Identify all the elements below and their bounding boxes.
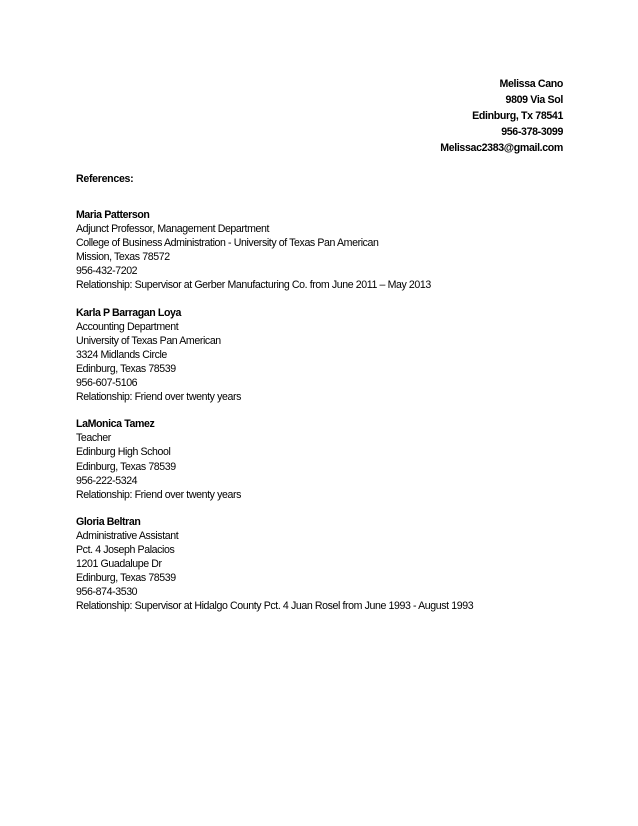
- reference-phone: 956-607-5106: [76, 377, 138, 390]
- reference-name: LaMonica Tamez: [76, 418, 155, 431]
- reference-phone: 956-222-5324: [76, 474, 138, 487]
- reference-city: Edinburg, Texas 78539: [76, 460, 176, 473]
- reference-name: Karla P Barragan Loya: [76, 306, 182, 319]
- references-list: [76, 208, 596, 626]
- reference-entry: [76, 306, 596, 405]
- references-heading: References:: [76, 173, 134, 185]
- contact-header: [440, 76, 563, 156]
- contact-address: 9809 Via Sol: [505, 94, 563, 106]
- contact-email: Melissac2383@gmail.com: [440, 142, 563, 154]
- reference-title: Adjunct Professor, Management Department: [76, 223, 270, 236]
- reference-relationship: Relationship: Friend over twenty years: [76, 488, 241, 501]
- reference-organization: Edinburg High School: [76, 446, 171, 459]
- contact-name: Melissa Cano: [499, 78, 563, 90]
- reference-relationship: Relationship: Supervisor at Hidalgo County Pct. 4 Juan Rosel from June 1993 - August 1993: [76, 600, 474, 613]
- reference-entry: [76, 515, 596, 614]
- reference-title: Administrative Assistant: [76, 529, 179, 542]
- contact-phone: 956-378-3099: [501, 126, 563, 138]
- reference-city: Mission, Texas 78572: [76, 251, 170, 264]
- contact-city: Edinburg, Tx 78541: [472, 110, 563, 122]
- reference-title: Teacher: [76, 432, 111, 445]
- reference-street: 3324 Midlands Circle: [76, 348, 167, 361]
- reference-entry: [76, 208, 596, 293]
- reference-city: Edinburg, Texas 78539: [76, 362, 176, 375]
- reference-city: Edinburg, Texas 78539: [76, 572, 176, 585]
- reference-organization: College of Business Administration - University of Texas Pan American: [76, 237, 379, 250]
- reference-relationship: Relationship: Friend over twenty years: [76, 391, 241, 404]
- reference-organization: University of Texas Pan American: [76, 334, 221, 347]
- reference-phone: 956-874-3530: [76, 586, 138, 599]
- reference-phone: 956-432-7202: [76, 265, 138, 278]
- reference-entry: [76, 417, 596, 502]
- reference-department: Accounting Department: [76, 320, 179, 333]
- reference-relationship: Relationship: Supervisor at Gerber Manufacturing Co. from June 2011 – May 2013: [76, 279, 431, 292]
- reference-name: Maria Patterson: [76, 209, 150, 221]
- reference-street: 1201 Guadalupe Dr: [76, 558, 162, 571]
- reference-organization: Pct. 4 Joseph Palacios: [76, 543, 175, 556]
- reference-name: Gloria Beltran: [76, 515, 141, 528]
